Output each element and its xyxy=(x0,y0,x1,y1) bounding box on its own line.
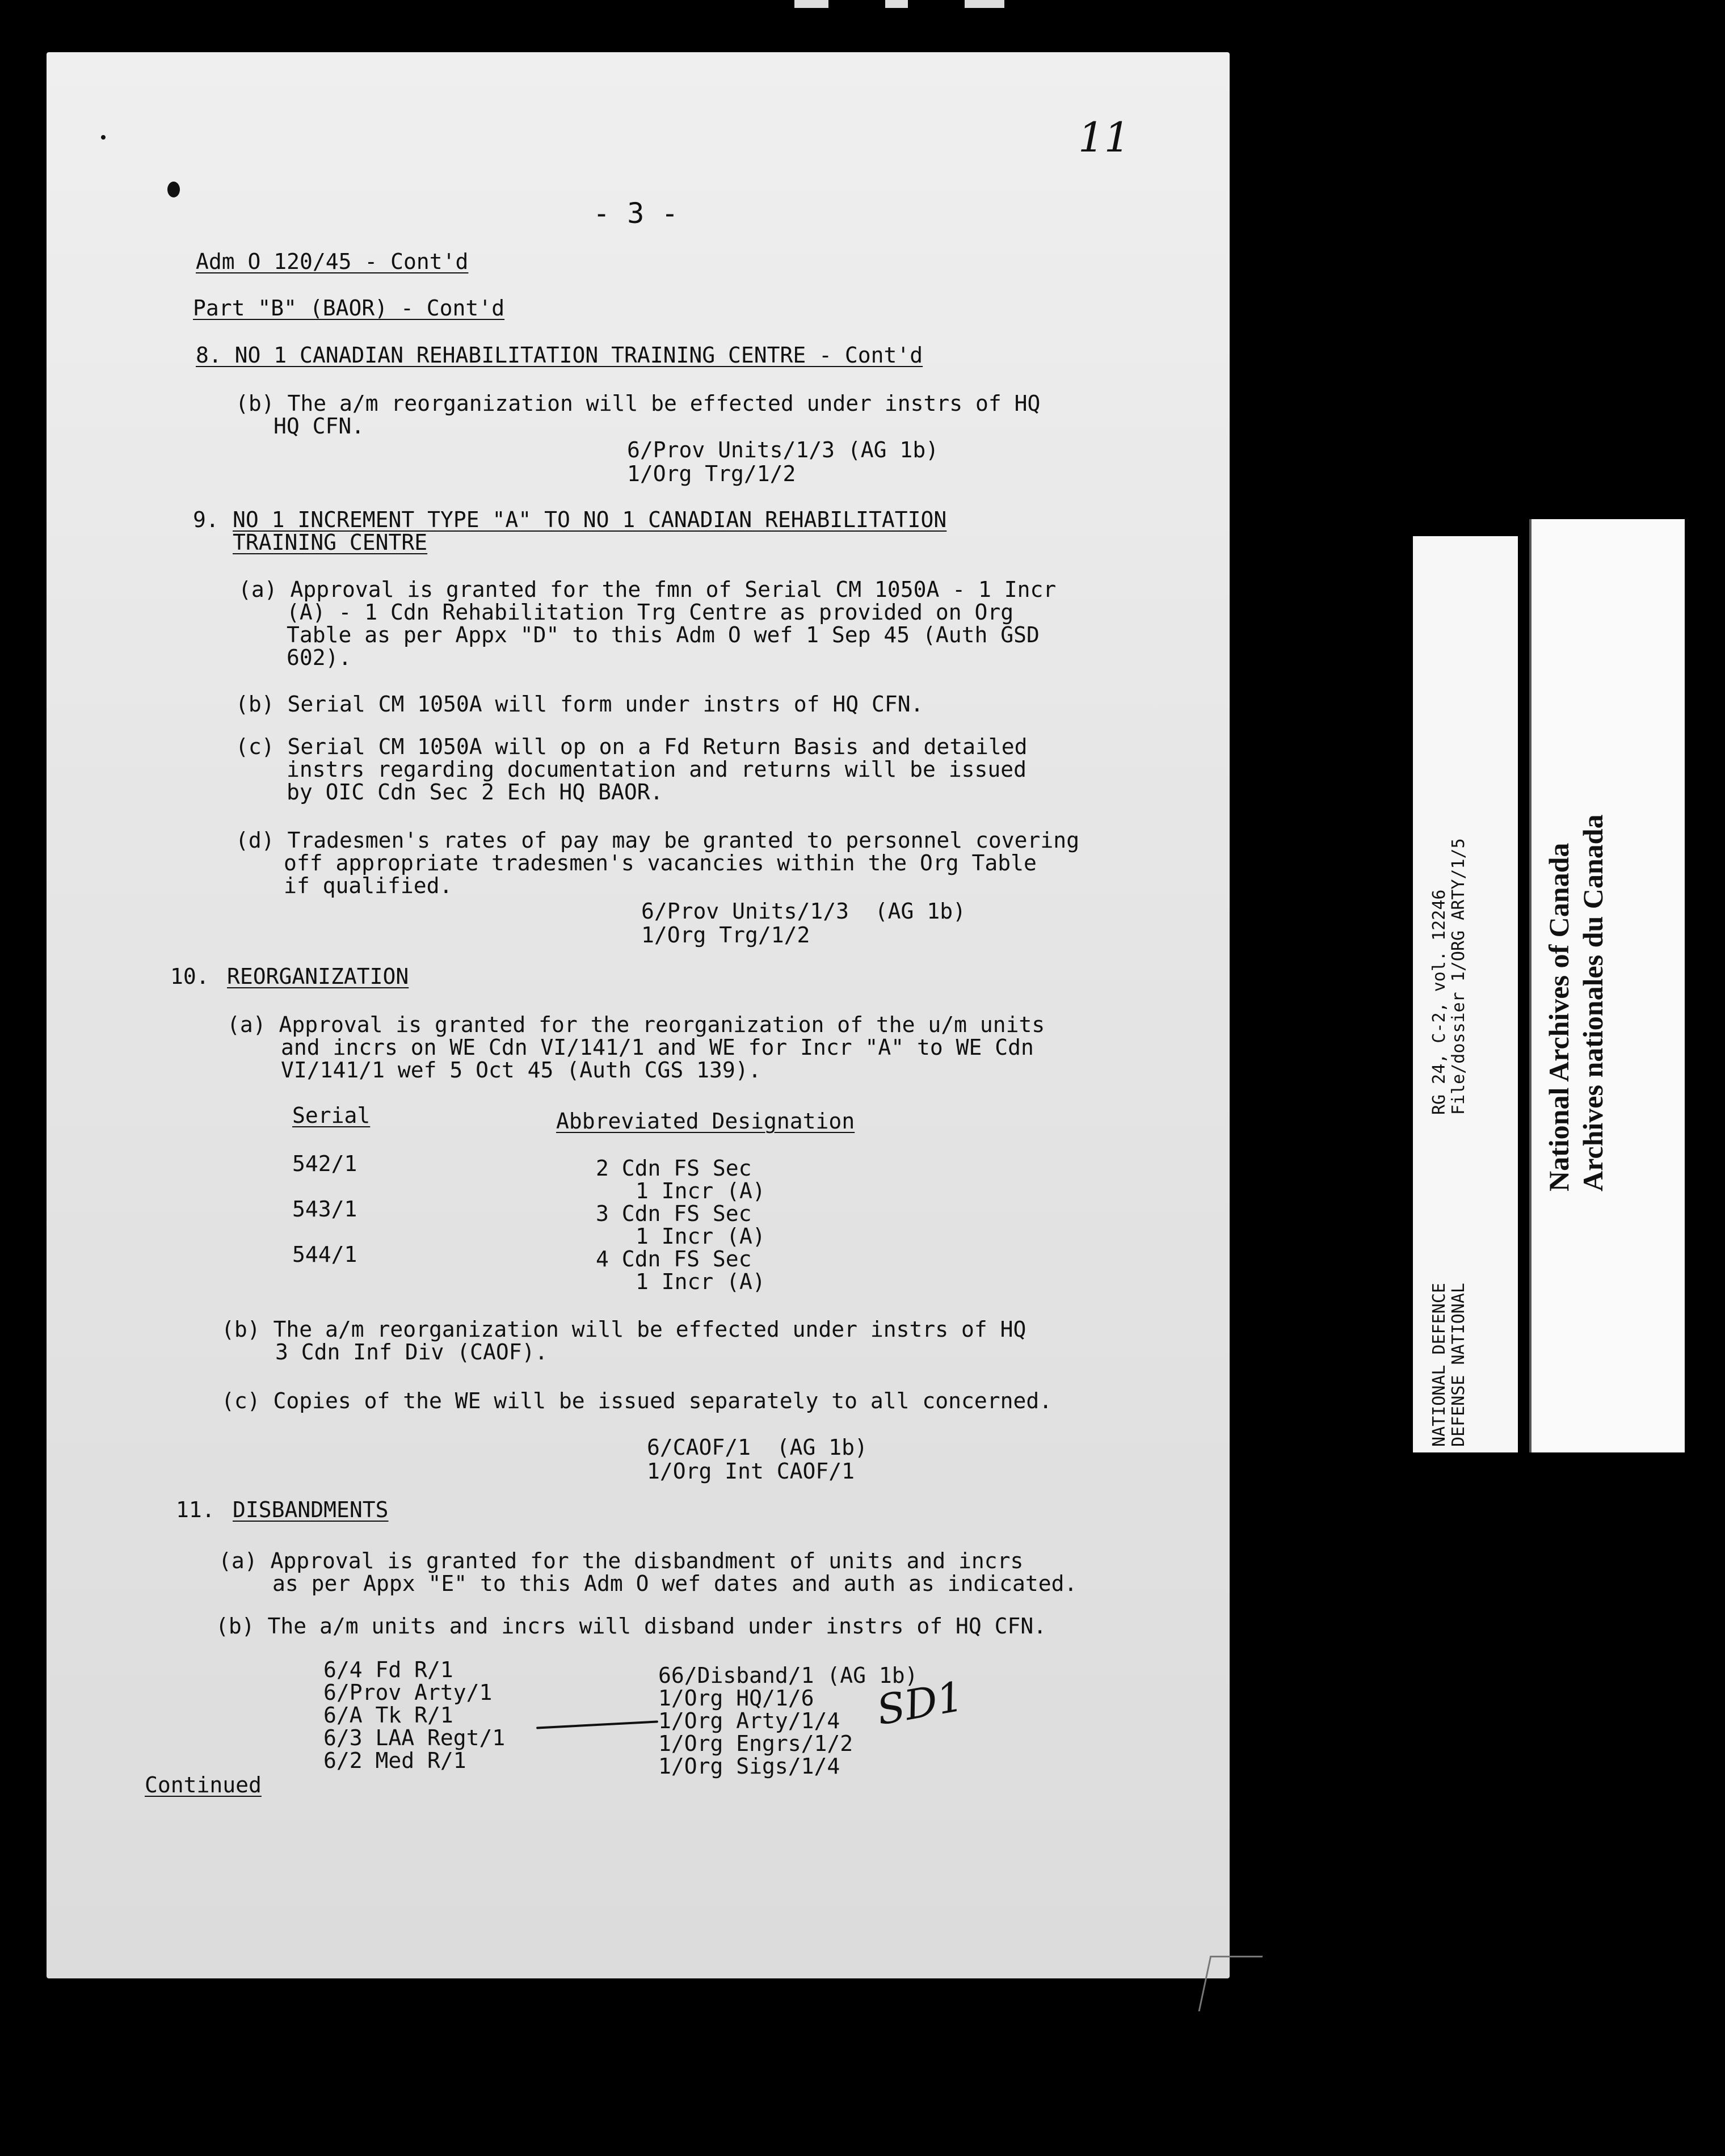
section-11-a-line: as per Appx "E" to this Adm O wef dates and auth as indicated. xyxy=(272,1571,1078,1596)
table-increment: 1 Incr (A) xyxy=(636,1224,765,1249)
file-reference: 6/3 LAA Regt/1 xyxy=(323,1725,506,1750)
section-9-a-line: (A) - 1 Cdn Rehabilitation Trg Centre as provided on Org xyxy=(287,600,1014,625)
section-9-heading: TRAINING CENTRE xyxy=(233,530,428,555)
file-reference: 6/A Tk R/1 xyxy=(323,1703,453,1728)
archive-label-strip xyxy=(1413,536,1518,1452)
section-9-c-line: (c) Serial CM 1050A will op on a Fd Return Basis and detailed xyxy=(235,734,1028,759)
section-9-c-line: instrs regarding documentation and returns will be issued xyxy=(287,757,1027,782)
section-11-a-line: (a) Approval is granted for the disbandment of units and incrs xyxy=(218,1548,1024,1573)
scan-edge-mark xyxy=(965,0,1004,8)
table-increment: 1 Incr (A) xyxy=(636,1269,765,1294)
section-9-d-line: off appropriate tradesmen's vacancies within the Org Table xyxy=(284,850,1037,875)
section-11-b-line: (b) The a/m units and incrs will disband under instrs of HQ CFN. xyxy=(216,1614,1047,1639)
table-header-designation: Abbreviated Designation xyxy=(556,1109,855,1134)
section-9-a-line: (a) Approval is granted for the fmn of Serial CM 1050A - 1 Incr xyxy=(238,577,1057,602)
section-10-b-line: 3 Cdn Inf Div (CAOF). xyxy=(275,1340,548,1365)
section-10-a-line: (a) Approval is granted for the reorganization of the u/m units xyxy=(227,1012,1045,1037)
table-serial: 542/1 xyxy=(292,1151,357,1176)
ink-spot xyxy=(101,135,106,140)
section-8-heading: 8. NO 1 CANADIAN REHABILITATION TRAINING CENTRE - Cont'd xyxy=(196,343,923,368)
section-9-a-line: 602). xyxy=(287,645,352,670)
archive-stamp xyxy=(1529,519,1685,1452)
file-reference: 1/Org Engrs/1/2 xyxy=(658,1731,853,1756)
table-serial: 543/1 xyxy=(292,1197,357,1222)
institution-name-fr: Archives nationales du Canada xyxy=(1577,814,1609,1191)
scan-edge-mark xyxy=(885,0,908,8)
page-number: - 3 - xyxy=(593,197,679,230)
section-9-a-line: Table as per Appx "D" to this Adm O wef 1 Sep 45 (Auth GSD xyxy=(287,622,1040,647)
file-reference: 6/Prov Arty/1 xyxy=(323,1680,493,1705)
section-10-heading: REORGANIZATION xyxy=(227,964,409,989)
file-reference: 1/Org Int CAOF/1 xyxy=(647,1459,855,1484)
section-9-d-line: (d) Tradesmen's rates of pay may be granted to personnel covering xyxy=(235,828,1080,853)
table-designation: 3 Cdn FS Sec xyxy=(596,1201,752,1226)
section-8-b-line: HQ CFN. xyxy=(274,414,365,439)
file-reference: 1/Org Trg/1/2 xyxy=(641,923,810,948)
file-reference: 6/Prov Units/1/3 (AG 1b) xyxy=(641,899,966,924)
file-reference: 1/Org Sigs/1/4 xyxy=(658,1754,840,1779)
department-line: DEFENSE NATIONAL xyxy=(1449,1283,1469,1447)
section-9-c-line: by OIC Cdn Sec 2 Ech HQ BAOR. xyxy=(287,780,663,805)
continued-label: Continued xyxy=(145,1772,262,1797)
file-reference: 6/4 Fd R/1 xyxy=(323,1657,453,1682)
section-10-number: 10. xyxy=(170,964,209,989)
table-serial: 544/1 xyxy=(292,1242,357,1267)
page-corner-fold xyxy=(1198,1956,1263,2011)
file-reference: 1/Org Arty/1/4 xyxy=(658,1708,840,1733)
table-header-serial: Serial xyxy=(292,1103,371,1128)
section-10-b-line: (b) The a/m reorganization will be effected under instrs of HQ xyxy=(221,1317,1026,1342)
table-designation: 2 Cdn FS Sec xyxy=(596,1156,752,1181)
section-10-c-line: (c) Copies of the WE will be issued separately to all concerned. xyxy=(221,1388,1053,1413)
file-reference: 6/2 Med R/1 xyxy=(323,1748,466,1773)
handwritten-page-number: 11 xyxy=(1078,113,1130,161)
scan-edge-mark xyxy=(794,0,828,8)
section-9-b-line: (b) Serial CM 1050A will form under instrs of HQ CFN. xyxy=(235,692,924,717)
section-9-number: 9. xyxy=(193,507,219,532)
section-9-d-line: if qualified. xyxy=(284,873,453,898)
file-reference: 66/Disband/1 (AG 1b) xyxy=(658,1663,918,1688)
section-9-heading: NO 1 INCREMENT TYPE "A" TO NO 1 CANADIAN REHABILITATION xyxy=(233,507,947,532)
section-8-b-line: (b) The a/m reorganization will be effected under instrs of HQ xyxy=(235,391,1041,416)
section-10-a-line: and incrs on WE Cdn VI/141/1 and WE for Incr "A" to WE Cdn xyxy=(281,1035,1034,1060)
section-10-a-line: VI/141/1 wef 5 Oct 45 (Auth CGS 139). xyxy=(281,1058,761,1083)
section-11-heading: DISBANDMENTS xyxy=(233,1497,389,1522)
ink-spot xyxy=(167,182,180,197)
table-increment: 1 Incr (A) xyxy=(636,1178,765,1203)
table-designation: 4 Cdn FS Sec xyxy=(596,1247,752,1271)
archive-reference-line: RG 24, C-2, vol. 12246 xyxy=(1429,889,1449,1115)
file-reference: 1/Org HQ/1/6 xyxy=(658,1686,814,1711)
part-line: Part "B" (BAOR) - Cont'd xyxy=(193,296,505,321)
reference-line: Adm O 120/45 - Cont'd xyxy=(196,249,469,274)
archive-reference-line: File/dossier 1/ORG ARTY/1/5 xyxy=(1449,838,1469,1115)
handwritten-mark: SD1 xyxy=(873,1672,967,1734)
section-11-number: 11. xyxy=(176,1497,215,1522)
file-reference: 1/Org Trg/1/2 xyxy=(627,461,796,486)
file-reference: 6/Prov Units/1/3 (AG 1b) xyxy=(627,437,939,462)
department-line: NATIONAL DEFENCE xyxy=(1429,1283,1449,1447)
file-reference: 6/CAOF/1 (AG 1b) xyxy=(647,1435,868,1460)
institution-name-en: National Archives of Canada xyxy=(1543,843,1575,1191)
